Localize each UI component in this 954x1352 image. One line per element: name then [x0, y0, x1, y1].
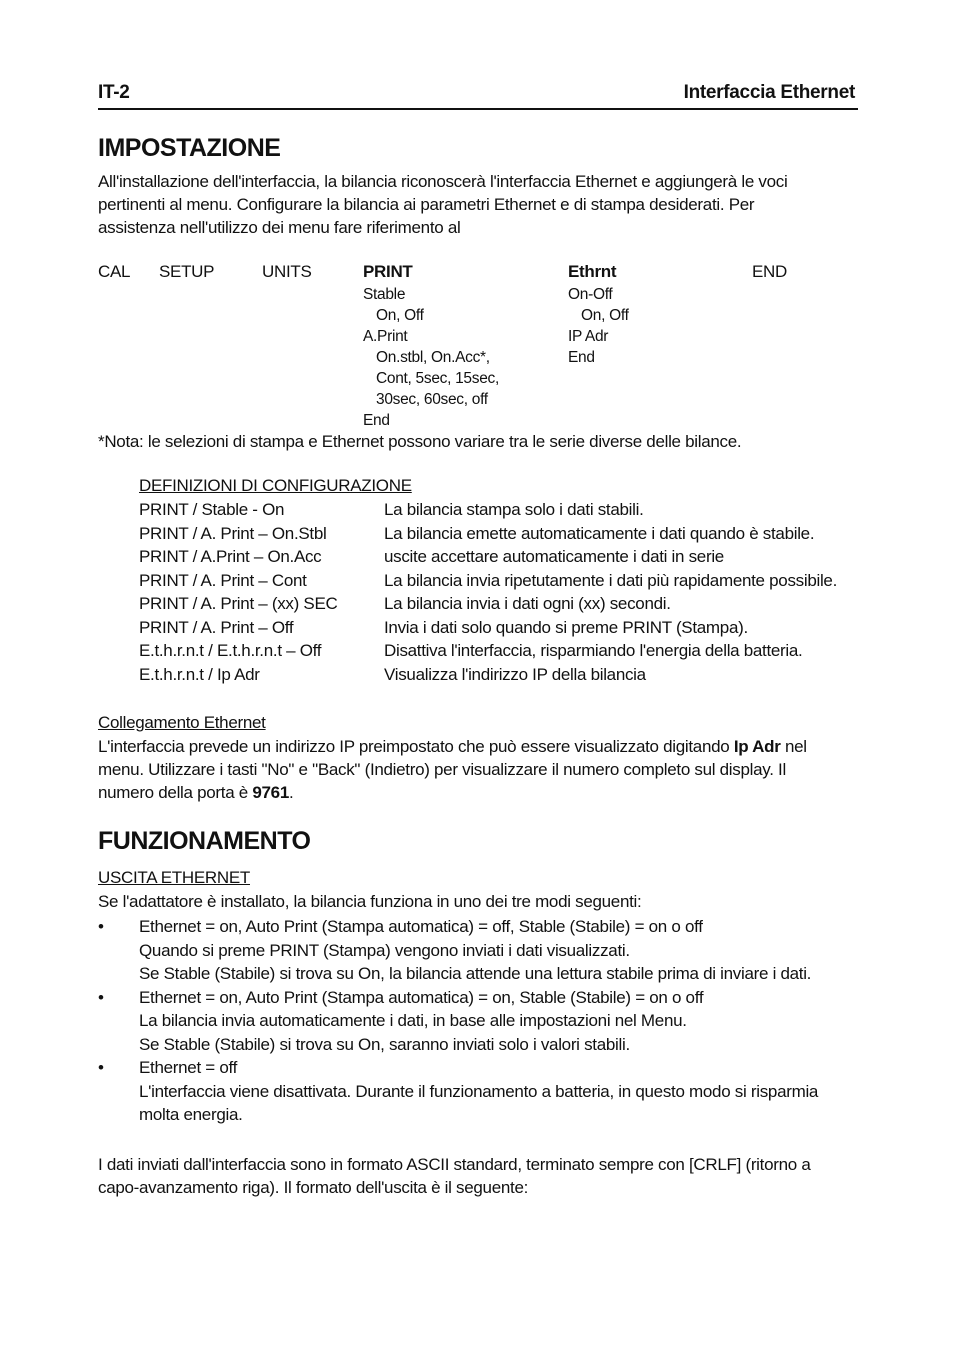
menu-print-item: A.Print — [363, 328, 408, 345]
menu-ethrnt-head: Ethrnt — [568, 262, 617, 281]
menu-print-item: Cont, 5sec, 15sec, — [376, 370, 499, 387]
list-line: La bilancia invia automaticamente i dati, in base alle impostazioni nel Menu. — [139, 1011, 687, 1030]
list-line: L'interfaccia viene disattivata. Durante il funzionamento a batteria, in questo modo si risparmia — [139, 1081, 819, 1101]
page-number: IT-2 — [98, 82, 130, 103]
list-line: Ethernet = on, Auto Print (Stampa automatica) = off, Stable (Stabile) = on o off — [139, 917, 703, 936]
list-line: Ethernet = on, Auto Print (Stampa automatica) = on, Stable (Stabile) = on o off — [139, 987, 704, 1007]
menu-print-item: End — [363, 412, 390, 429]
list-line: molta energia. — [139, 1105, 243, 1124]
intro-line: pertinenti al menu. Configurare la bilancia ai parametri Ethernet e di stampa desiderati. Per — [98, 195, 755, 214]
list-line: Se Stable (Stabile) si trova su On, la bilancia attende una lettura stabile prima di inviare i dati. — [139, 964, 812, 983]
menu-print-head: PRINT — [363, 262, 413, 281]
definition-value: uscite accettare automaticamente i dati in serie — [384, 547, 724, 566]
section-title: Interfaccia Ethernet — [683, 82, 855, 103]
menu-print-item: Stable — [363, 286, 406, 303]
outro-line: I dati inviati dall'interfaccia sono in formato ASCII standard, terminato sempre con [CRLF] (ritorno a — [98, 1155, 811, 1174]
definition-value: Invia i dati solo quando si preme PRINT (Stampa). — [384, 617, 748, 637]
definitions-table — [139, 500, 859, 688]
definition-row — [139, 500, 859, 524]
definition-key: PRINT / A. Print – On.Stbl — [139, 523, 327, 543]
definition-row — [139, 571, 859, 595]
definition-key: E.t.h.r.n.t / Ip Adr — [139, 664, 260, 684]
definition-row — [139, 524, 859, 548]
collegamento-paragraph — [98, 735, 858, 804]
intro-line: All'installazione dell'interfaccia, la bilancia riconoscerà l'interfaccia Ethernet e aggiungerà le voci — [98, 172, 788, 191]
list-item — [98, 915, 858, 986]
definition-row — [139, 594, 859, 618]
menu-print-item: 30sec, 60sec, off — [376, 391, 488, 408]
bullet-icon: • — [98, 1058, 104, 1077]
definition-row — [139, 547, 859, 571]
definition-key: PRINT / A. Print – Cont — [139, 570, 307, 590]
definition-key: PRINT / A. Print – (xx) SEC — [139, 594, 338, 613]
definition-row — [139, 665, 859, 689]
list-line: Se Stable (Stabile) si trova su On, saranno inviati solo i valori stabili. — [139, 1034, 630, 1054]
definition-value: La bilancia emette automaticamente i dati quando è stabile. — [384, 523, 815, 543]
menu-end: END — [752, 262, 787, 281]
text-span: nel — [780, 737, 807, 756]
definition-key: E.t.h.r.n.t / E.t.h.r.n.t – Off — [139, 641, 322, 660]
definition-key: PRINT / Stable - On — [139, 500, 285, 519]
definitions-title: DEFINIZIONI DI CONFIGURAZIONE — [139, 476, 412, 495]
menu-print-item: On, Off — [376, 307, 424, 324]
bullet-icon: • — [98, 917, 104, 936]
menu-ethrnt-item: End — [568, 349, 595, 366]
menu-ethrnt-item: On, Off — [581, 307, 629, 324]
collegamento-line — [98, 781, 858, 804]
list-line: Quando si preme PRINT (Stampa) vengono inviati i dati visualizzati. — [139, 940, 630, 960]
mode-list — [98, 915, 858, 1127]
note-text: *Nota: le selezioni di stampa e Ethernet possono variare tra le serie diverse delle bilance. — [98, 432, 742, 451]
definition-value: Visualizza l'indirizzo IP della bilancia — [384, 664, 646, 684]
list-line: Ethernet = off — [139, 1058, 238, 1077]
heading-impostazione: IMPOSTAZIONE — [98, 134, 281, 162]
list-item — [98, 986, 858, 1057]
list-item — [98, 1056, 858, 1127]
intro-paragraph — [98, 170, 858, 239]
menu-setup: SETUP — [159, 262, 215, 281]
bullet-icon: • — [98, 987, 104, 1007]
output-format-paragraph — [98, 1153, 858, 1199]
collegamento-title: Collegamento Ethernet — [98, 713, 266, 732]
definition-value: La bilancia stampa solo i dati stabili. — [384, 500, 644, 519]
definition-key: PRINT / A.Print – On.Acc — [139, 547, 322, 566]
heading-funzionamento: FUNZIONAMENTO — [98, 827, 311, 855]
ip-adr-term: Ip Adr — [733, 737, 781, 756]
menu-print — [363, 262, 499, 431]
text-span: L'interfaccia prevede un indirizzo IP preimpostato che può essere visualizzato digitando — [98, 737, 734, 756]
definition-key: PRINT / A. Print – Off — [139, 617, 294, 637]
text-span: . — [288, 783, 294, 802]
menu-print-item: On.stbl, On.Acc*, — [376, 349, 490, 366]
port-number: 9761 — [252, 783, 289, 802]
funzionamento-intro: Se l'adattatore è installato, la bilancia funziona in uno dei tre modi seguenti: — [98, 892, 642, 911]
definition-value: La bilancia invia i dati ogni (xx) secondi. — [384, 594, 671, 613]
menu-ethrnt-item: IP Adr — [568, 328, 609, 345]
page-header — [98, 82, 858, 110]
outro-line: capo-avanzamento riga). Il formato dell'uscita è il seguente: — [98, 1178, 529, 1197]
collegamento-line: menu. Utilizzare i tasti "No" e "Back" (Indietro) per visualizzare il numero completo sul display. Il — [98, 760, 786, 779]
definition-value: La bilancia invia ripetutamente i dati più rapidamente possibile. — [384, 570, 838, 590]
menu-ethrnt — [568, 262, 629, 368]
uscita-ethernet-title: USCITA ETHERNET — [98, 868, 250, 887]
collegamento-line — [98, 735, 858, 758]
definition-row — [139, 618, 859, 642]
intro-line: assistenza nell'utilizzo dei menu fare riferimento al — [98, 218, 461, 237]
definition-value: Disattiva l'interfaccia, risparmiando l'energia della batteria. — [384, 641, 803, 660]
definition-row — [139, 641, 859, 665]
menu-ethrnt-item: On-Off — [568, 286, 613, 303]
menu-units: UNITS — [262, 262, 312, 281]
menu-cal: CAL — [98, 262, 131, 281]
text-span: numero della porta è — [98, 783, 253, 802]
